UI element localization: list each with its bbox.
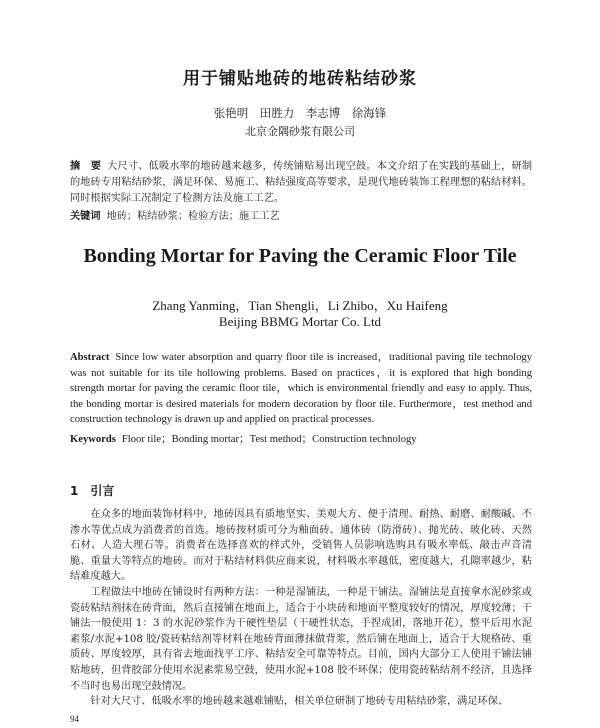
chinese-keywords-text: 地砖；粘结砂浆；检验方法；施工工艺 xyxy=(106,211,280,222)
english-title: Bonding Mortar for Paving the Ceramic Floor Tile xyxy=(83,245,517,267)
body-text xyxy=(70,507,532,710)
section-title: 引言 xyxy=(90,484,115,498)
english-abstract-text: Since low water absorption and quarry floor tile is increased，traditional paving tile technology was not suitable for its tile hollowing problems. Based on practices，it is explored that high bonding strength mortar for paving the ceramic floor tile，which is environmental friendly and easy to apply. Thus, the bonding mortar is desired materials for modern decoration by floor tile. Furthermore，test method and construction technology is drawn up and applied on practical processes. xyxy=(70,352,532,426)
section-number: 1 xyxy=(70,484,79,498)
chinese-title: 用于铺贴地砖的地砖粘结砂浆 xyxy=(183,69,417,89)
body-paragraph: 针对大尺寸、低吸水率的地砖越来越难铺贴，相关单位研制了地砖专用粘结砂浆，满足环保、 xyxy=(90,696,509,708)
english-abstract xyxy=(70,350,532,428)
section-heading xyxy=(70,482,114,499)
english-affiliation: Beijing BBMG Mortar Co. Ltd xyxy=(218,314,382,329)
chinese-keywords xyxy=(70,209,532,225)
chinese-abstract xyxy=(70,159,532,208)
chinese-abstract-text: 大尺寸、低吸水率的地砖越来越多，传统铺贴易出现空鼓。本文介绍了在实践的基础上，研制的地砖专用粘结砂浆，满足环保、易施工、粘结强度高等要求，是现代地砖装饰工程理想的粘结材料。同时根据实际工况制定了检测方法及施工工艺。 xyxy=(70,161,533,205)
body-paragraph: 工程做法中地砖在铺设时有两种方法：一种是湿铺法，一种是干铺法。湿铺法是直接拿水泥砂浆或瓷砖粘结剂抹在砖背面，然后直接铺在地面上，适合于小块砖和地面平整度较好的情况，厚度较薄；干铺法一般使用 1：3 的水泥砂浆作为干硬性垫层（干硬性状态，手捏成团，落地开花），整平后用水泥素浆/水泥+108 胶/瓷砖粘结剂等材料在地砖背面薄抹做背浆，然后铺在地面上，适合于大规格砖、重质砖、厚度较厚，具有省去地面找平工序、粘结安全可靠等特点。目前，国内大部分工人使用干铺法铺贴地砖，但背胶部分使用水泥素浆易空鼓，使用水泥+108 胶不环保；使用瓷砖粘结剂不经济，且选择不当时也易出现空鼓情况。 xyxy=(70,586,532,692)
body-paragraph: 在众多的地面装饰材料中，地砖因具有质地坚实、美观大方、便于清理、耐热、耐磨、耐酸碱、不渗水等优点成为消费者的首选。地砖按材质可分为釉面砖、通体砖（防滑砖）、抛光砖、玻化砖、天然石材、人造大理石等。消费者在选择喜欢的样式外，受销售人员影响选购具有吸水率低、敲击声音清脆、重量大等特点的地砖。而对于粘结材料供应商来说，材料吸水率越低，密度越大，孔隙率越少，粘结难度越大。 xyxy=(70,509,532,583)
english-authors: Zhang Yanming，Tian Shengli，Li Zhibo，Xu Haifeng xyxy=(152,298,448,313)
english-keywords-label: Keywords xyxy=(70,434,116,445)
english-keywords-text: Floor tile；Bonding mortar；Test method；Construction technology xyxy=(121,434,417,445)
chinese-authors: 张艳明 田胜力 李志博 徐海锋 xyxy=(213,106,387,120)
chinese-affiliation: 北京金隅砂浆有限公司 xyxy=(245,125,355,138)
chinese-keywords-label: 关键词 xyxy=(70,211,101,222)
chinese-abstract-label: 摘 要 xyxy=(70,161,102,172)
page-number: 94 xyxy=(70,714,79,724)
english-abstract-label: Abstract xyxy=(70,352,110,363)
english-keywords xyxy=(70,432,532,447)
